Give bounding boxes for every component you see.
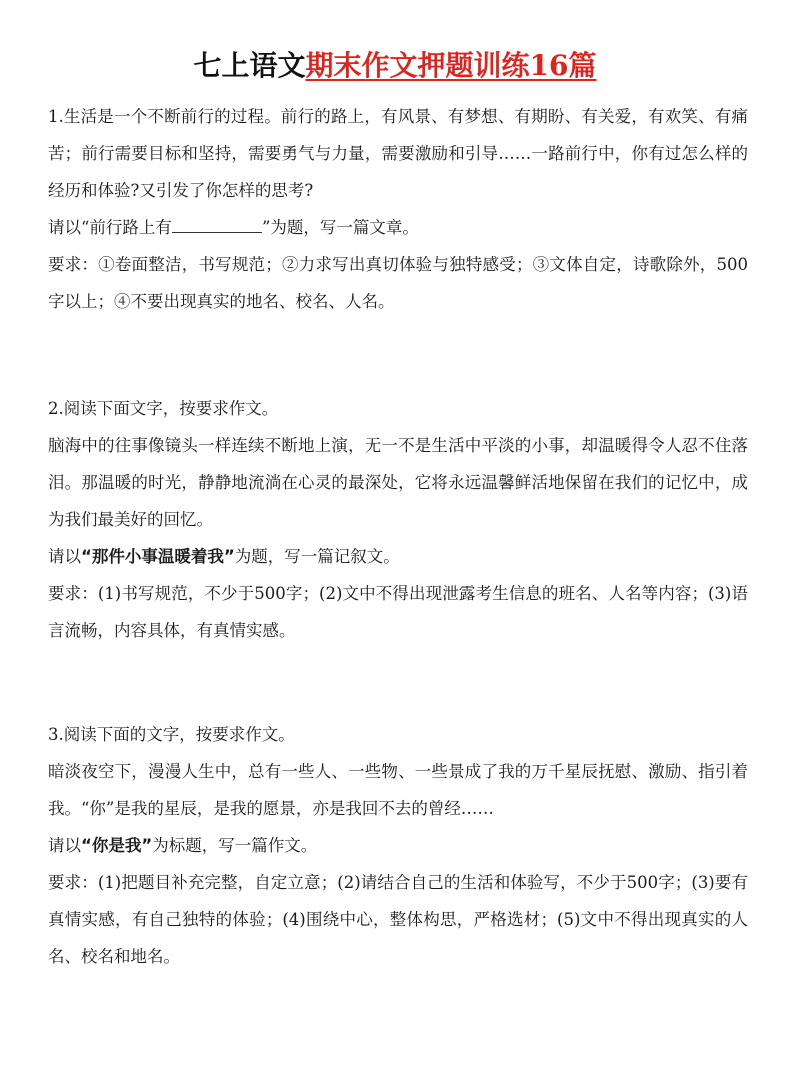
prompt-1-instruction-prefix: 请以“前行路上有 [48,218,172,237]
prompt-2-heading: 2.阅读下面文字，按要求作文。 [48,399,279,418]
prompt-3-heading: 3.阅读下面的文字，按要求作文。 [48,725,295,744]
prompt-1-requirement: 要求：①卷面整洁，书写规范；②力求写出真切体验与独特感受；③文体自定，诗歌除外，500字以上；④不要出现真实的地名、校名、人名。 [48,255,748,311]
prompt-1-instruction-suffix: ”为题，写一篇文章。 [261,218,419,237]
title-highlight: 期末作文押题训练16篇 [305,49,597,82]
prompt-3-topic: “你是我” [81,836,153,855]
prompt-3-instruction [48,827,748,864]
prompt-2-topic: “那件小事温暖着我” [81,547,235,566]
essay-prompt-2 [48,390,748,649]
essay-prompt-1 [48,98,748,320]
prompt-3-passage: 暗淡夜空下，漫漫人生中，总有一些人、一些物、一些景成了我的万千星辰抚慰、激励、指引着我。“你”是我的星辰，是我的愿景，亦是我回不去的曾经…… [48,762,748,818]
prompt-2-passage: 脑海中的往事像镜头一样连续不断地上演，无一不是生活中平淡的小事，却温暖得令人忍不住落泪。那温暖的时光，静静地流淌在心灵的最深处，它将永远温馨鲜活地保留在我们的记忆中，成为我们最美好的回忆。 [48,436,748,529]
prompt-3-requirement: 要求：(1)把题目补充完整，自定立意；(2)请结合自己的生活和体验写，不少于500字；(3)要有真情实感，有自己独特的体验；(4)围绕中心，整体构思，严格选材；(5)文中不得出现真实的人名、校名和地名。 [48,873,748,966]
title-prefix: 七上语文 [193,49,306,82]
prompt-1-text: 1.生活是一个不断前行的过程。前行的路上，有风景、有梦想、有期盼、有关爱，有欢笑、有痛苦；前行需要目标和坚持，需要勇气与力量，需要激励和引导……一路前行中，你有过怎么样的经历和体验?又引发了你怎样的思考? [48,107,748,200]
prompt-2-instruction [48,538,748,575]
prompt-2-instruction-prefix: 请以 [48,547,81,566]
essay-prompt-3 [48,716,748,975]
fill-in-blank [172,218,262,233]
prompt-2-instruction-suffix: 为题，写一篇记叙文。 [234,547,400,566]
prompt-1-instruction [48,209,748,246]
prompt-2-requirement: 要求：(1)书写规范，不少于500字；(2)文中不得出现泄露考生信息的班名、人名等内容；(3)语言流畅，内容具体，有真情实感。 [48,584,748,640]
prompt-3-instruction-suffix: 为标题，写一篇作文。 [152,836,318,855]
page-title [0,46,790,86]
prompt-3-instruction-prefix: 请以 [48,836,81,855]
